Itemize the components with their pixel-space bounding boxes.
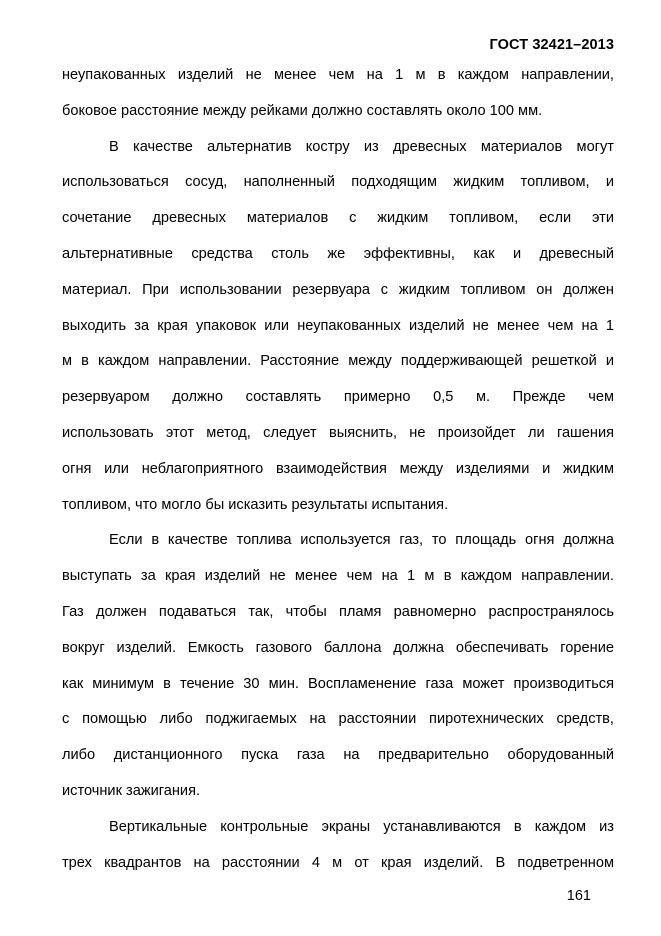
- text-line: с помощью либо поджигаемых на расстоянии пиротехнических средств,: [62, 711, 614, 728]
- text-line: топливом, что могло бы исказить результаты испытания.: [62, 496, 449, 513]
- paragraph-3: [62, 523, 614, 809]
- text-line: неупакованных изделий не менее чем на 1 м в каждом направлении,: [62, 67, 614, 83]
- text-line: Вертикальные контрольные экраны устанавливаются в каждом из: [109, 818, 614, 835]
- page-number: 161: [566, 888, 591, 904]
- text-line: м в каждом направлении. Расстояние между поддерживающей решеткой и: [62, 353, 614, 370]
- text-line: использоваться сосуд, наполненный подходящим жидким топливом, и: [62, 174, 614, 191]
- text-line: альтернативные средства столь же эффективны, как и древесный: [62, 245, 614, 262]
- text-line: боковое расстояние между рейками должно составлять около 100 мм.: [62, 102, 543, 119]
- text-line: Если в качестве топлива используется газ, то площадь огня должна: [109, 532, 614, 549]
- text-line: либо дистанционного пуска газа на предварительно оборудованный: [62, 747, 614, 764]
- text-line: выходить за края упаковок или неупакованных изделий не менее чем на 1: [62, 317, 614, 334]
- text-line: источник зажигания.: [62, 782, 201, 799]
- standard-number: ГОСТ 32421–2013: [489, 37, 614, 53]
- text-line: В качестве альтернатив костру из древесных материалов могут: [109, 138, 614, 155]
- page-body: [62, 58, 614, 881]
- text-line: вокруг изделий. Емкость газового баллона должна обеспечивать горение: [62, 639, 614, 656]
- paragraph-2: [62, 130, 614, 524]
- text-line: использовать этот метод, следует выяснить, не произойдет ли гашения: [62, 424, 614, 441]
- text-line: как минимум в течение 30 мин. Воспламенение газа может производиться: [62, 675, 614, 692]
- text-line: сочетание древесных материалов с жидким топливом, если эти: [62, 210, 614, 227]
- paragraph-1: [62, 58, 614, 130]
- text-line: резервуаром должно составлять примерно 0,5 м. Прежде чем: [62, 389, 614, 406]
- text-line: выступать за края изделий не менее чем на 1 м в каждом направлении.: [62, 568, 614, 585]
- text-line: огня или неблагоприятного взаимодействия между изделиями и жидким: [62, 460, 614, 477]
- paragraph-4: [62, 810, 614, 882]
- text-line: Газ должен подаваться так, чтобы пламя равномерно распространялось: [62, 603, 614, 620]
- text-line: трех квадрантов на расстоянии 4 м от края изделий. В подветренном: [62, 854, 614, 871]
- text-line: материал. При использовании резервуара с жидким топливом он должен: [62, 281, 614, 298]
- document-header: [490, 37, 614, 53]
